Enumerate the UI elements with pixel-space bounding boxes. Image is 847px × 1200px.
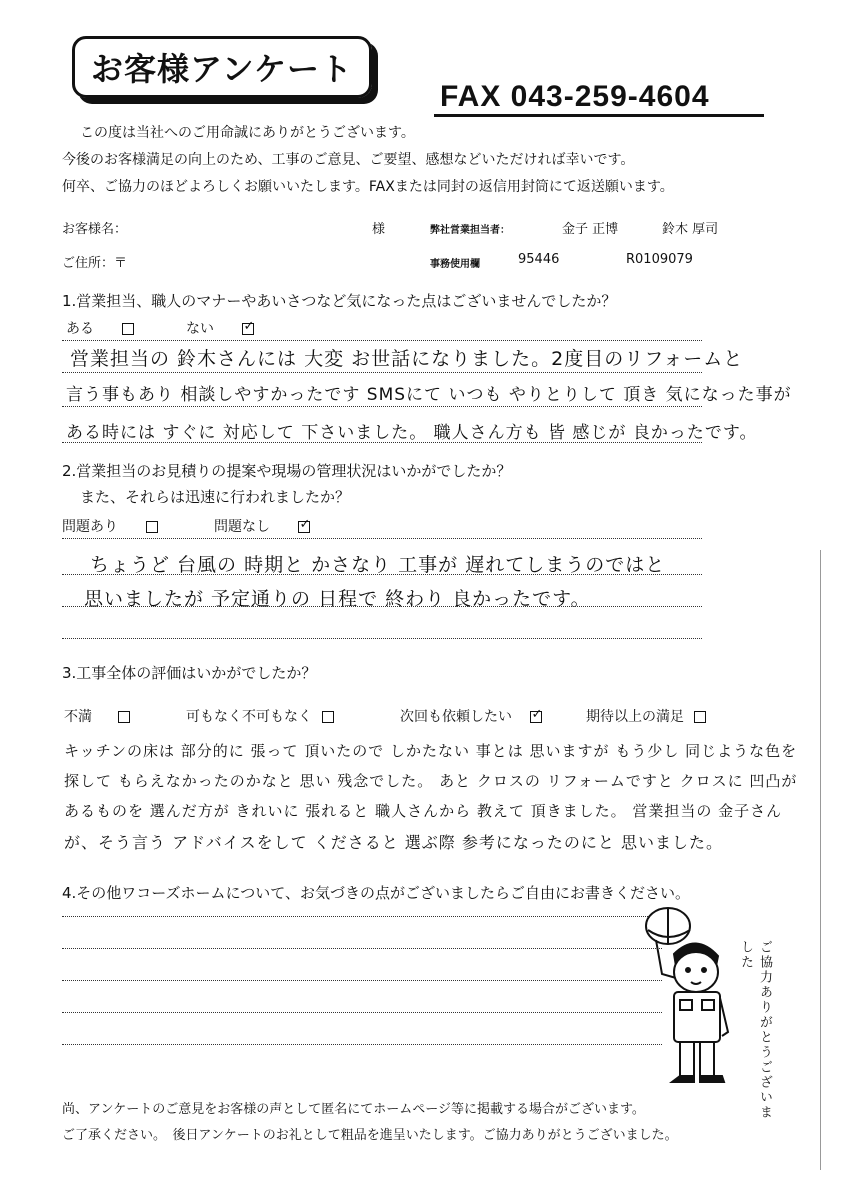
fax-number: FAX 043-259-4604 xyxy=(440,80,710,113)
q2-answer-line-2: 思いましたが 予定通りの 日程で 終わり 良かったです。 xyxy=(84,588,591,610)
q1-line-0 xyxy=(62,340,702,341)
address-label: ご住所：〒 xyxy=(62,256,128,271)
q1-yes-checkbox[interactable] xyxy=(122,323,134,335)
q2-no-label: 問題なし xyxy=(214,519,270,535)
q2-yes-checkbox[interactable] xyxy=(146,521,158,533)
footer-line-2: ご了承ください。 後日アンケートのお礼として粗品を進呈いたします。ご協力ありがとうございました。 xyxy=(62,1128,678,1143)
margin-rule xyxy=(820,550,821,1170)
q2-line-0 xyxy=(62,538,702,539)
q4-question: 4.その他ワコーズホームについて、お気づきの点がございましたらご自由にお書きください。 xyxy=(62,884,690,902)
q4-line-3 xyxy=(62,980,662,981)
q2-option-no[interactable] xyxy=(214,516,310,536)
q1-option-yes[interactable] xyxy=(66,318,134,338)
q3-opt1-checkbox[interactable] xyxy=(118,711,130,723)
q1-answer-line-3: ある時には すぐに 対応して 下さいました。 職人さん方も 皆 感じが 良かったです。 xyxy=(66,423,758,443)
q3-answer-line-4: が、そう言う アドバイスをして くださると 選ぶ際 参考になったのにと 思いました。 xyxy=(64,833,723,852)
q2-question: 2.営業担当のお見積りの提案や現場の管理状況はいかがでしたか？ xyxy=(62,462,512,480)
q2-option-yes[interactable] xyxy=(62,516,158,536)
q2-line-1 xyxy=(62,574,702,575)
q3-answer-line-2: 探して もらえなかったのかなと 思い 残念でした。 あと クロスの リフォームですと クロスに 凹凸が xyxy=(64,772,798,790)
q2-line-2 xyxy=(62,606,702,607)
q3-question: 3.工事全体の評価はいかがでしたか？ xyxy=(62,664,317,682)
q3-option-1[interactable] xyxy=(64,706,130,726)
survey-title: お客様アンケート xyxy=(72,36,372,98)
q2-question-2: また、それらは迅速に行われましたか？ xyxy=(80,488,351,506)
intro-line-3: 何卒、ご協力のほどよろしくお願いいたします。FAXまたは同封の返信用封筒にて返送願います。 xyxy=(62,179,674,195)
intro-line-1: この度は当社へのご用命誠にありがとうございます。 xyxy=(80,125,415,141)
fax-underline xyxy=(434,114,764,117)
q1-line-3 xyxy=(62,442,702,443)
q4-line-4 xyxy=(62,1012,662,1013)
q3-opt3-label: 次回も依頼したい xyxy=(400,709,512,725)
customer-name-label: お客様名： xyxy=(62,222,128,237)
intro-line-2: 今後のお客様満足の向上のため、工事のご意見、ご要望、感想などいただければ幸いです。 xyxy=(62,152,635,168)
q3-answer-line-3: あるものを 選んだ方が きれいに 張れると 職人さんから 教えて 頂きました。 営業担当の 金子さん xyxy=(64,802,783,820)
q3-opt4-checkbox[interactable] xyxy=(694,711,706,723)
q4-line-5 xyxy=(62,1044,662,1045)
office-code-1: 95446 xyxy=(518,252,560,267)
q3-opt1-label: 不満 xyxy=(64,709,92,725)
sales-rep-1: 金子 正博 xyxy=(562,222,619,237)
q2-yes-label: 問題あり xyxy=(62,519,118,535)
office-use-label: 事務使用欄 xyxy=(430,259,480,270)
q1-line-1 xyxy=(62,372,702,373)
q4-line-1 xyxy=(62,916,662,917)
q3-opt2-label: 可もなく不可もなく xyxy=(186,709,312,725)
q3-option-4[interactable] xyxy=(586,706,706,726)
thanks-vertical-text: ご協力ありがとうございました xyxy=(738,940,772,1120)
q1-answer-line-1: 営業担当の 鈴木さんには 大変 お世話になりました。2度目のリフォームと xyxy=(70,348,744,370)
q2-answer-line-1: ちょうど 台風の 時期と かさなり 工事が 遅れてしまうのではと xyxy=(90,554,666,576)
q1-answer-line-2: 言う事もあり 相談しやすかったです SMSにて いつも やりとりして 頂き 気になった事が xyxy=(66,385,792,405)
q1-yes-label: ある xyxy=(66,321,94,337)
sales-rep-2: 鈴木 厚司 xyxy=(662,222,719,237)
q3-option-2[interactable] xyxy=(186,706,334,726)
worker-mascot-icon xyxy=(636,900,736,1092)
q3-opt3-checkbox[interactable] xyxy=(530,711,542,723)
honorific: 様 xyxy=(372,222,386,237)
footer-line-1: 尚、アンケートのご意見をお客様の声として匿名にてホームページ等に掲載する場合がございます。 xyxy=(62,1102,645,1117)
q1-option-no[interactable] xyxy=(186,318,254,338)
q2-no-checkbox[interactable] xyxy=(298,521,310,533)
q1-question: 1.営業担当、職人のマナーやあいさつなど気になった点はございませんでしたか？ xyxy=(62,292,617,310)
q1-no-checkbox[interactable] xyxy=(242,323,254,335)
q3-option-3[interactable] xyxy=(400,706,542,726)
q4-line-2 xyxy=(62,948,662,949)
sales-rep-label: 弊社営業担当者： xyxy=(430,225,510,236)
q2-line-3 xyxy=(62,638,702,639)
q3-answer-line-1: キッチンの床は 部分的に 張って 頂いたので しかたない 事とは 思いますが もう少し 同じような色を xyxy=(64,742,798,760)
q1-no-label: ない xyxy=(186,321,214,337)
q3-opt2-checkbox[interactable] xyxy=(322,711,334,723)
office-code-2: R0109079 xyxy=(626,252,693,267)
q3-opt4-label: 期待以上の満足 xyxy=(586,709,684,725)
q1-line-2 xyxy=(62,406,702,407)
